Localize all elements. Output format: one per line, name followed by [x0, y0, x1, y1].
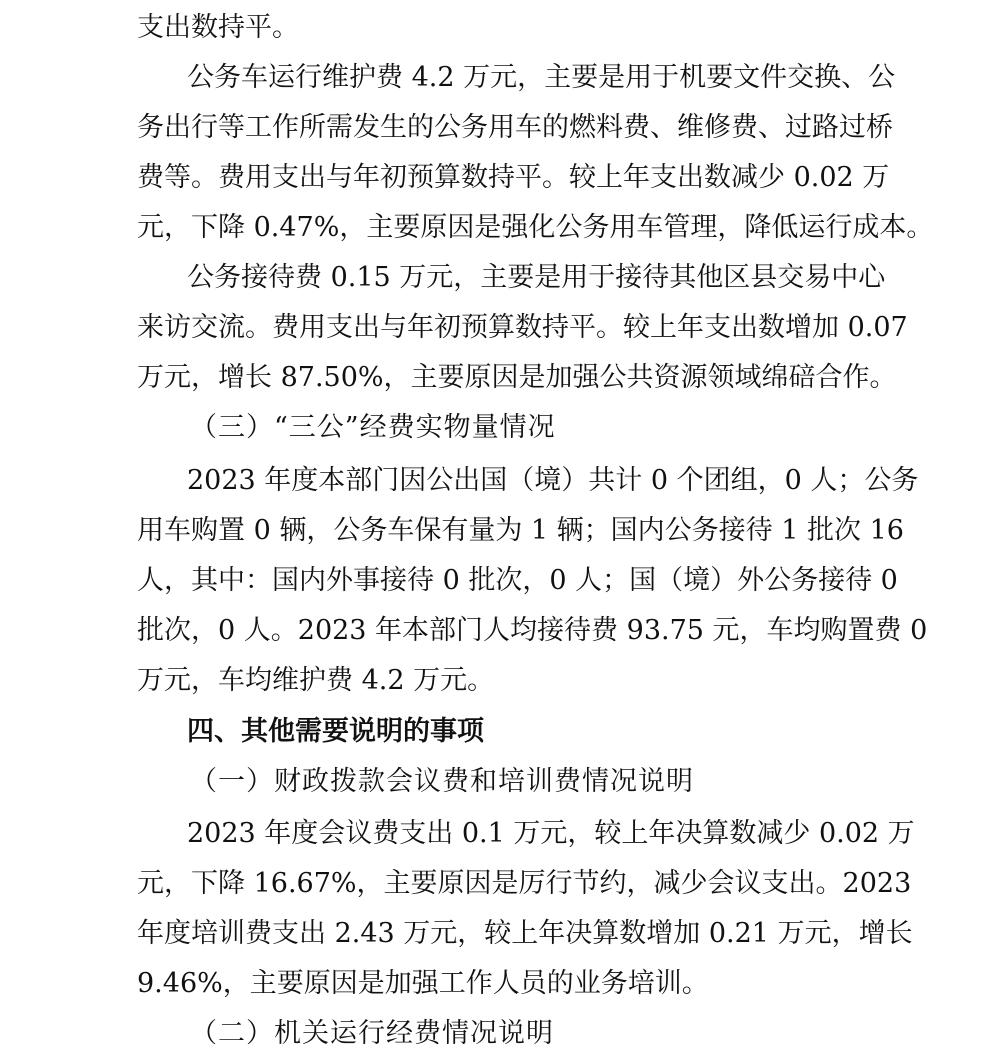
paragraph-line: 元，下降 16.67%，主要原因是厉行节约，减少会议支出。2023 — [137, 868, 912, 899]
paragraph-line: 公务车运行维护费 4.2 万元，主要是用于机要文件交换、公 — [187, 62, 896, 93]
paragraph-line: 人，其中：国内外事接待 0 批次，0 人；国（境）外公务接待 0 — [137, 565, 898, 596]
paragraph-line: 万元，增长 87.50%，主要原因是加强公共资源领域绵碚合作。 — [137, 362, 897, 393]
subsection-heading: （三）“三公”经费实物量情况 — [190, 412, 556, 443]
paragraph-line: 公务接待费 0.15 万元，主要是用于接待其他区县交易中心 — [187, 262, 886, 293]
paragraph-line: 务出行等工作所需发生的公务用车的燃料费、维修费、过路过桥 — [137, 112, 893, 143]
paragraph-line: 2023 年度会议费支出 0.1 万元，较上年决算数减少 0.02 万 — [187, 818, 915, 849]
paragraph-line: 万元，车均维护费 4.2 万元。 — [137, 665, 495, 696]
paragraph-line: 年度培训费支出 2.43 万元，较上年决算数增加 0.21 万元，增长 — [137, 918, 913, 949]
paragraph-line: 9.46%，主要原因是加强工作人员的业务培训。 — [137, 968, 709, 999]
paragraph-line: 支出数持平。 — [137, 12, 299, 43]
paragraph-line: 2023 年度本部门因公出国（境）共计 0 个团组，0 人；公务 — [187, 465, 919, 496]
section-heading: 四、其他需要说明的事项 — [187, 716, 484, 747]
paragraph-line: 费等。费用支出与年初预算数持平。较上年支出数减少 0.02 万 — [137, 162, 890, 193]
paragraph-line: 元，下降 0.47%，主要原因是强化公务用车管理，降低运行成本。 — [137, 212, 934, 243]
paragraph-line: 批次，0 人。2023 年本部门人均接待费 93.75 元，车均购置费 0 — [137, 615, 928, 646]
paragraph-line: 来访交流。费用支出与年初预算数持平。较上年支出数增加 0.07 — [137, 312, 908, 343]
subsection-heading: （一）财政拨款会议费和培训费情况说明 — [190, 766, 694, 797]
subsection-heading: （二）机关运行经费情况说明 — [190, 1018, 554, 1049]
paragraph-line: 用车购置 0 辆，公务车保有量为 1 辆；国内公务接待 1 批次 16 — [137, 515, 904, 546]
